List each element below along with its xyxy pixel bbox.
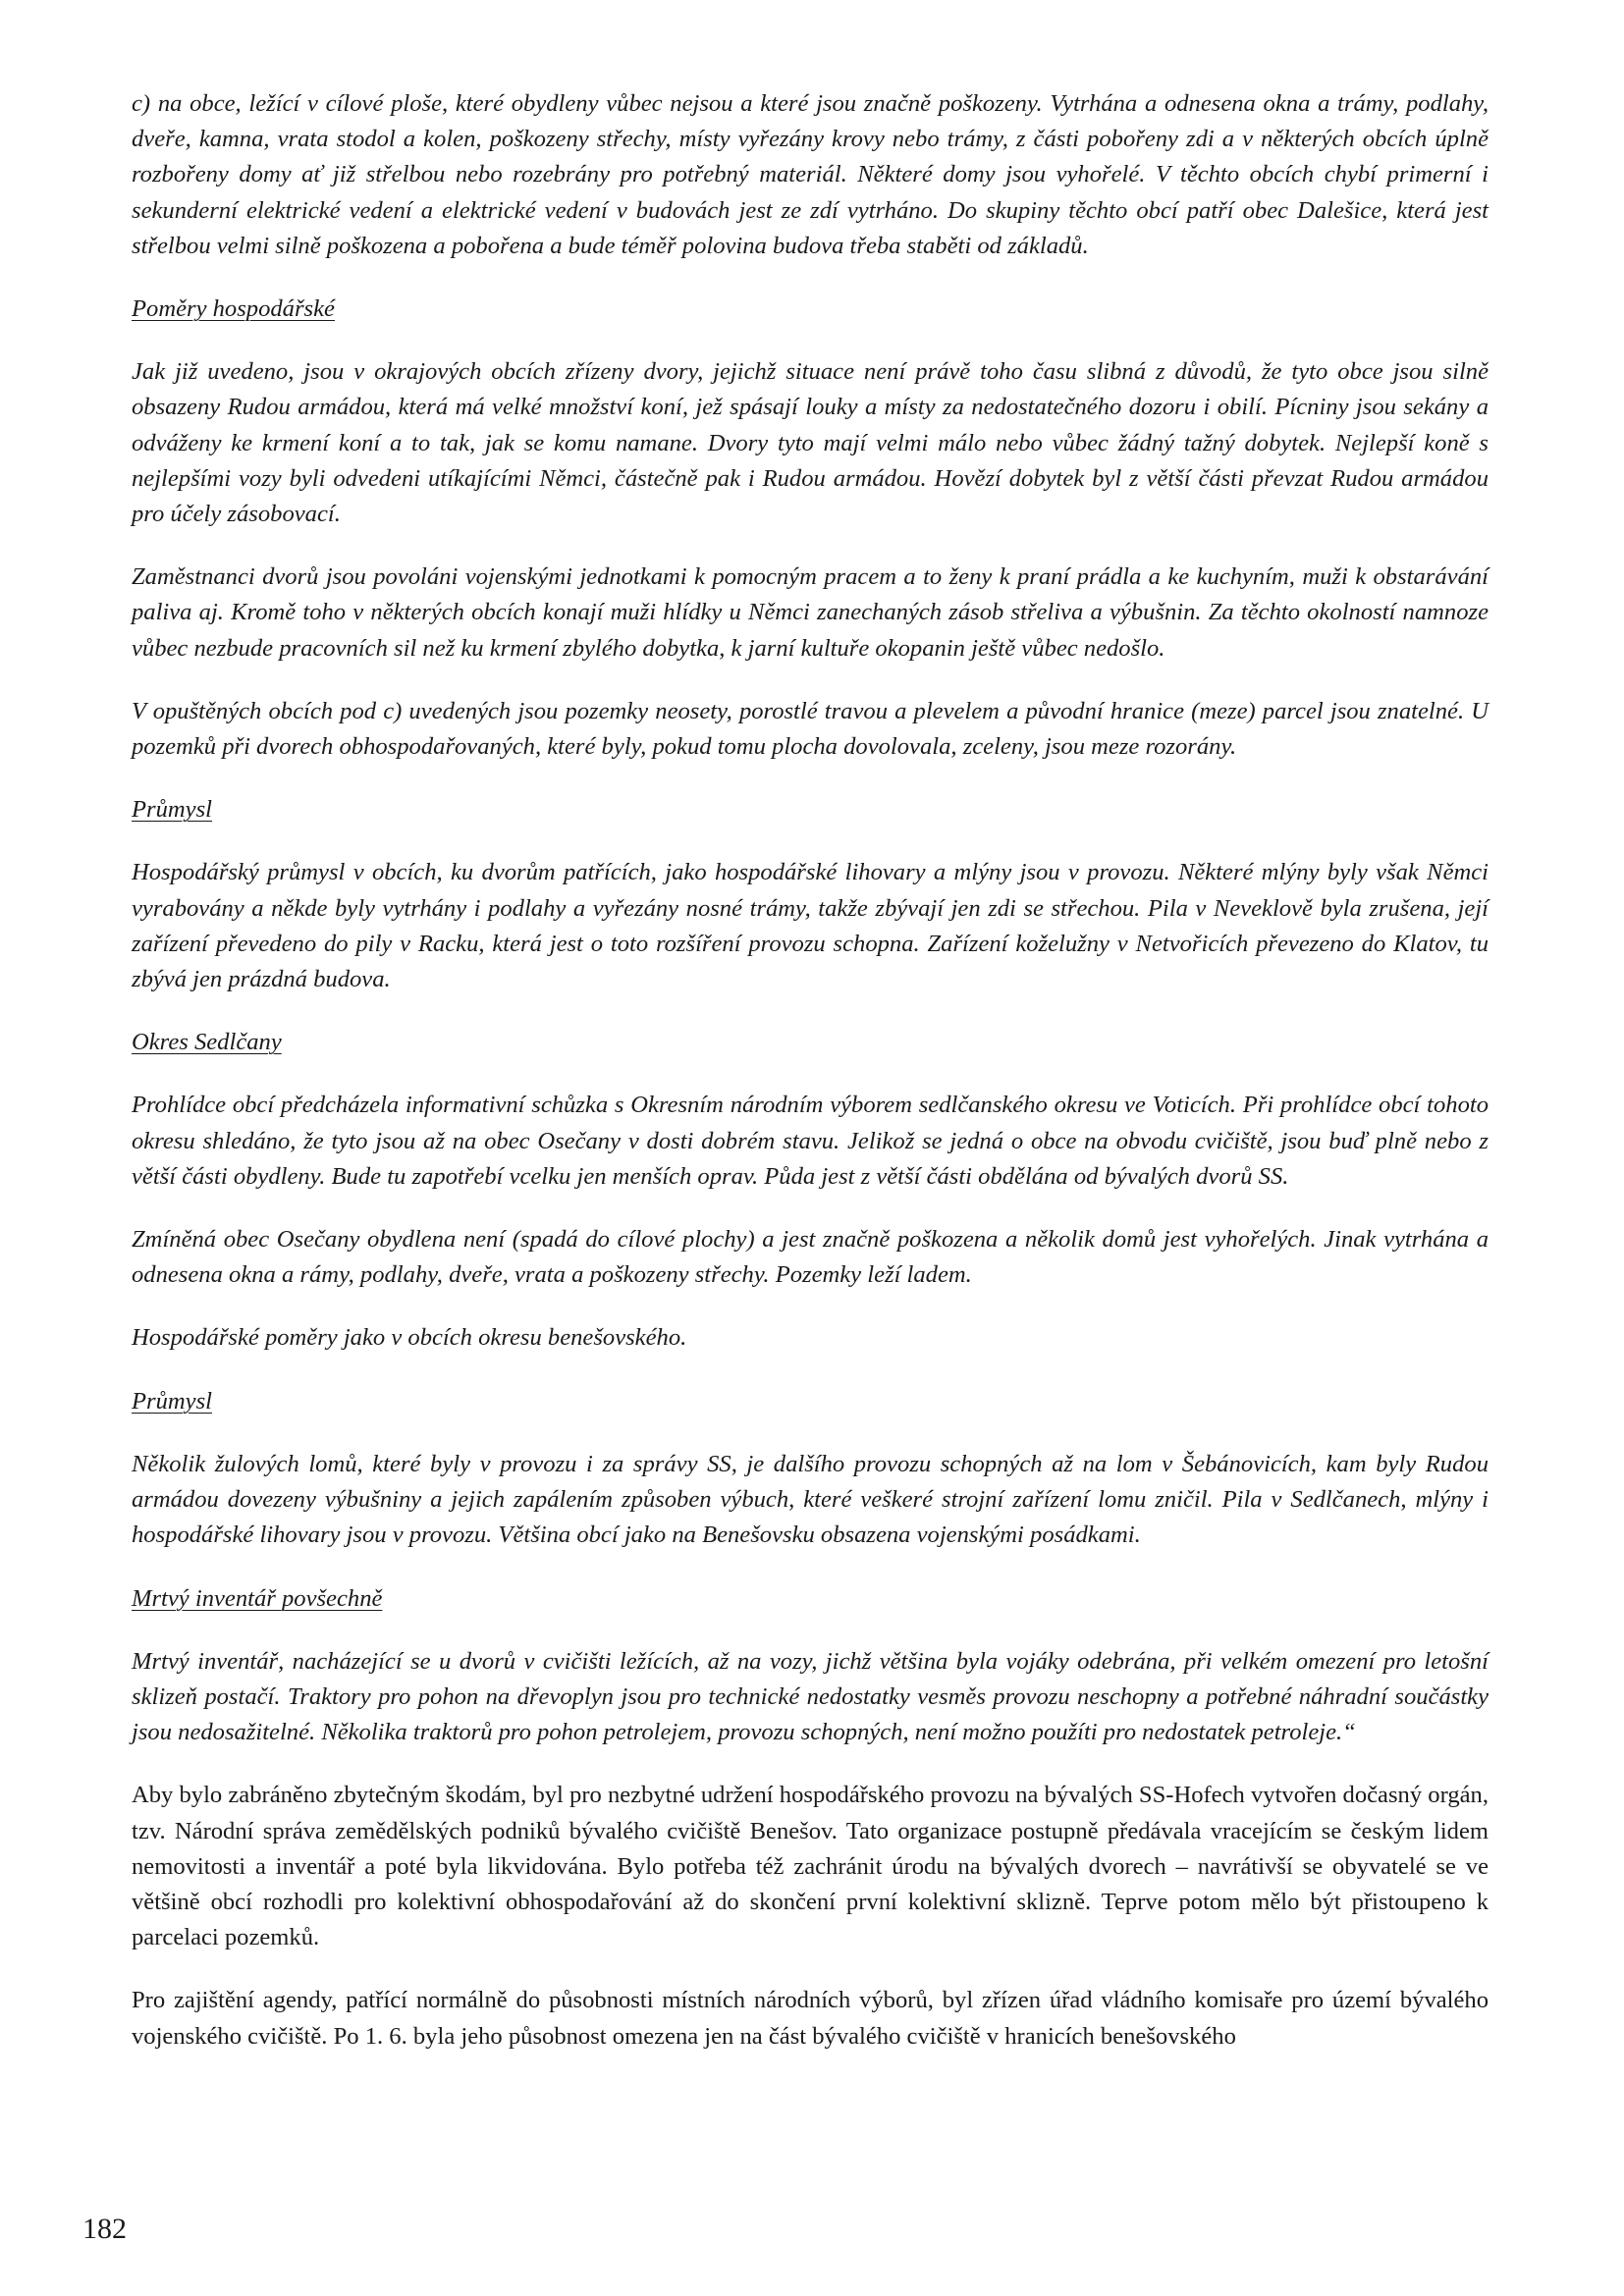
heading-okres-sedlcany: [132, 1025, 1489, 1060]
paragraph-mrtvy-inventar: Mrtvý inventář, nacházející se u dvorů v cvičišti ležících, až na vozy, jichž většina byla vojáky odebrána, při velkém omezení pro letošní sklizeň postačí. Traktory pro pohon na dřevoplyn jsou pro technické nedostatky vesměs provozu neschopny a potřebné náhradní součástky jsou nedosažitelné. Několika traktorů pro pohon petrolejem, provozu schopných, není možno použíti pro nedostatek petroleje.“: [132, 1647, 1489, 1746]
paragraph-vladni-komisar: Pro zajištění agendy, patřící normálně do působnosti místních národních výborů, byl zřízen úřad vládního komisaře pro území bývalého vojenského cvičiště. Po 1. 6. byla jeho působnost omezena jen na část bývalého cvičiště v hranicích benešovského: [132, 1987, 1489, 2050]
heading-text: Průmysl: [132, 1387, 212, 1415]
heading-prumysl-sedlcany: [132, 1384, 1489, 1419]
heading-mrtvy-inventar: [132, 1581, 1489, 1617]
heading-prumysl: [132, 792, 1489, 828]
heading-pomery-hospodarske: [132, 292, 1489, 327]
paragraph-narodni-sprava: Aby bylo zabráněno zbytečným škodám, byl pro nezbytné udržení hospodářského provozu na bývalých SS-Hofech vytvořen dočasný orgán, tzv. Národní správa zemědělských podniků bývalého cvičiště Benešov. Tato organizace postupně předávala vracejícím se českým lidem nemovitosti a inventář a poté byla likvidována. Bylo potřeba též zachránit úrodu na bývalých dvorech – navrátivší se obyvatelé se ve většině obcí rozhodli pro kolektivní obhospodařování až do skončení první kolektivní sklizně. Teprve potom mělo být přistoupeno k parcelaci pozemků.: [132, 1782, 1489, 1951]
heading-text: Průmysl: [132, 796, 212, 824]
heading-text: Mrtvý inventář povšechně: [132, 1584, 383, 1612]
paragraph-zamestnanci-dvoru: Zaměstnanci dvorů jsou povoláni vojenskými jednotkami k pomocným pracem a to ženy k praní prádla a ke kuchyním, muži k obstarávání paliva aj. Kromě toho v některých obcích konají muži hlídky u Němci zanechaných zásob střeliva a výbušnin. Za těchto okolností namnoze vůbec nezbude pracovních sil než ku krmení zbylého dobytka, k jarní kultuře okopanin ještě vůbec nedošlo.: [132, 563, 1489, 662]
paragraph-okrajove-obce: Jak již uvedeno, jsou v okrajových obcích zřízeny dvory, jejichž situace není právě toho času slibná z důvodů, že tyto obce jsou silně obsazeny Rudou armádou, která má velké množství koní, jež spásají louky a místy za nedostatečného dozoru i obilí. Pícniny jsou sekány a odváženy ke krmení koní a to tak, jak se komu namane. Dvory tyto mají velmi málo nebo vůbec žádný tažný dobytek. Nejlepší koně s nejlepšími vozy byli odvedeni utíkajícími Němci, částečně pak i Rudou armádou. Hovězí dobytek byl z větší části převzat Rudou armádou pro účely zásobovací.: [132, 358, 1489, 528]
paragraph-obec-osecany: Zmíněná obec Osečany obydlena není (spadá do cílové plochy) a jest značně poškozena a několik domů jest vyhořelých. Jinak vytrhána a odnesena okna a rámy, podlahy, dveře, vrata a poškozeny střechy. Pozemky leží ladem.: [132, 1226, 1489, 1289]
paragraph-prohlidka-obci: Prohlídce obcí předcházela informativní schůzka s Okresním národním výborem sedlčanského okresu ve Voticích. Při prohlídce obcí tohoto okresu shledáno, že tyto jsou až na obec Osečany v dosti dobrém stavu. Jelikož se jedná o obce na obvodu cvičiště, jsou buď plně nebo z větší části obydleny. Bude tu zapotřebí vcelku jen menších oprav. Půda jest z větší části obdělána od bývalých dvorů SS.: [132, 1092, 1489, 1190]
heading-text: Poměry hospodářské: [132, 295, 335, 323]
page-number: 182: [82, 2213, 127, 2245]
paragraph-hospodarske-pomery: Hospodářské poměry jako v obcích okresu benešovského.: [132, 1324, 687, 1352]
paragraph-hospodarsky-prumysl: Hospodářský průmysl v obcích, ku dvorům patřících, jako hospodářské lihovary a mlýny jsou v provozu. Některé mlýny byly však Němci vyrabovány a někde byly vytrhány i podlahy a vyřezány nosné trámy, takže zbývají jen zdi se střechou. Pila v Neveklově byla zrušena, její zařízení převedeno do pily v Racku, která jest o toto rozšíření provozu schopna. Zařízení koželužny v Netvořicích převezeno do Klatov, tu zbývá jen prázdná budova.: [132, 859, 1489, 993]
paragraph-obce-cilova-plocha: c) na obce, ležící v cílové ploše, které obydleny vůbec nejsou a které jsou značně poškozeny. Vytrhána a odnesena okna a trámy, podlahy, dveře, kamna, vrata stodol a kolen, poškozeny střechy, místy vyřezány krovy nebo trámy, z části pobořeny zdi a v některých obcích úplně rozbořeny domy ať již střelbou nebo rozebrány pro potřebný materiál. Některé domy jsou vyhořelé. V těchto obcích chybí primerní i sekunderní elektrické vedení a elektrické vedení v budovách jest ze zdí vytrháno. Do skupiny těchto obcí patří obec Dalešice, která jest střelbou velmi silně poškozena a pobořena a bude téměř polovina budova třeba staběti od základů.: [132, 90, 1489, 259]
heading-text: Okres Sedlčany: [132, 1029, 282, 1056]
paragraph-opustene-obce: V opuštěných obcích pod c) uvedených jsou pozemky neosety, porostlé travou a plevelem a původní hranice (meze) parcel jsou znatelné. U pozemků při dvorech obhospodařovaných, které byly, pokud tomu plocha dovolovala, zceleny, jsou meze rozorány.: [132, 697, 1489, 761]
page-body: [132, 86, 1489, 2055]
paragraph-zulove-lomy: Několik žulových lomů, které byly v provozu i za správy SS, je dalšího provozu schopných až na lom v Šebánovicích, kam byly Rudou armádou dovezeny výbušniny a jejich zapálením způsoben výbuch, které veškeré strojní zařízení lomu zničil. Pila v Sedlčanech, mlýny i hospodářské lihovary jsou v provozu. Většina obcí jako na Benešovsku obsazena vojenskými posádkami.: [132, 1450, 1489, 1549]
